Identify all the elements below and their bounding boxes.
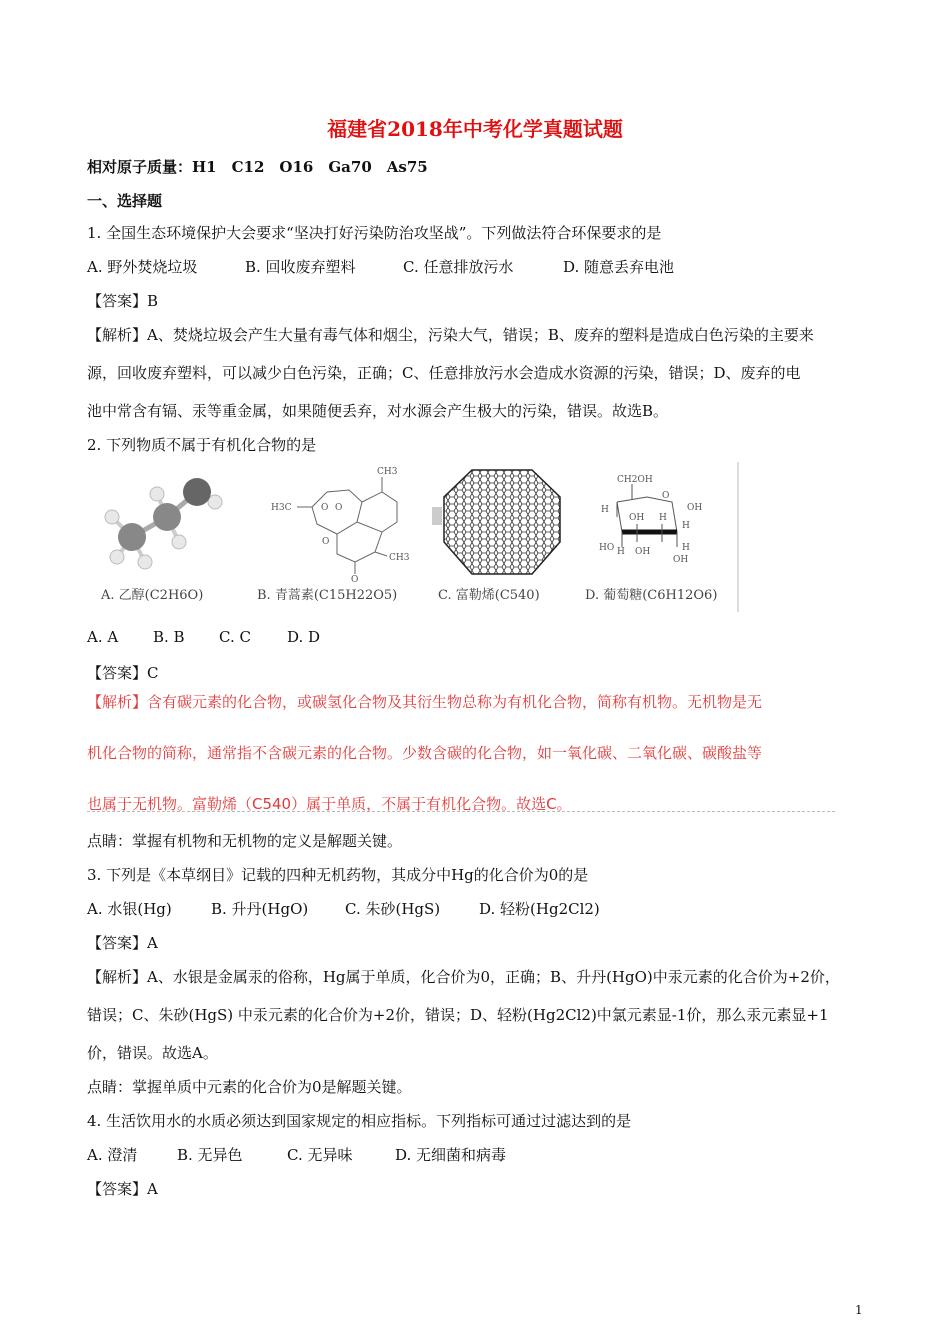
fullerene-cage	[432, 462, 572, 582]
q3-option-b: B. 升丹(HgO)	[211, 900, 309, 918]
q1-option-c: C. 任意排放污水	[403, 258, 514, 276]
figure-glucose	[577, 462, 737, 603]
glucose-structure	[577, 462, 737, 582]
label-h-5: H	[617, 547, 625, 557]
caption-d: D. 葡萄糖(C6H12O6)	[585, 588, 718, 603]
q1-option-a: A. 野外焚烧垃圾	[87, 258, 198, 276]
q2-option-b: B. B	[153, 628, 185, 646]
q3-analysis-3: 价，错误。故选A。	[87, 1044, 218, 1062]
q4-option-d: D. 无细菌和病毒	[395, 1146, 507, 1164]
q3-option-a: A. 水银(Hg)	[87, 900, 172, 918]
q4-options	[87, 1144, 506, 1165]
q1-analysis-3: 池中常含有镉、汞等重金属，如果随便丢弃，对水源会产生极大的污染，错误。故选B。	[87, 402, 669, 420]
figure-fullerene	[432, 462, 572, 603]
page-title: 福建省2018年中考化学真题试题	[327, 117, 623, 141]
q3-answer: 【答案】A	[87, 934, 158, 952]
q3-option-d: D. 轻粉(Hg2Cl2)	[479, 900, 600, 918]
q2-analysis-2: 机化合物的简称，通常指不含碳元素的化合物。少数含碳的化合物，如一氧化碳、二氧化碳、碳酸盐等	[87, 744, 763, 762]
q4-option-c: C. 无异味	[287, 1146, 353, 1164]
page-number: 1	[855, 1303, 863, 1317]
q2-option-a: A. A	[87, 628, 119, 646]
label-o-2: O	[335, 503, 343, 513]
q3-option-c: C. 朱砂(HgS)	[345, 900, 441, 918]
q1-option-b: B. 回收废弃塑料	[245, 258, 356, 276]
q2-figures	[87, 462, 739, 612]
label-ring-o: O	[662, 491, 670, 501]
section-heading: 一、选择题	[87, 192, 163, 210]
label-h-2: H	[682, 521, 690, 531]
q3-analysis-1: 【解析】A、水银是金属汞的俗称，Hg属于单质，化合价为0，正确；B、升丹(HgO)中汞元素的化合价为+2价，	[87, 968, 840, 986]
artemisinin-structure	[257, 462, 427, 582]
q4-stem: 4. 生活饮用水的水质必须达到国家规定的相应指标。下列指标可通过过滤达到的是	[87, 1112, 632, 1130]
label-h-1: H	[601, 505, 609, 515]
q4-option-a: A. 澄清	[87, 1146, 138, 1164]
ethanol-model	[87, 462, 237, 582]
label-h3c: H3C	[271, 503, 292, 513]
label-ch3-top: CH3	[377, 467, 398, 477]
label-oh-2: OH	[629, 513, 645, 523]
q1-analysis-1: 【解析】A、焚烧垃圾会产生大量有毒气体和烟尘，污染大气，错误；B、废弃的塑料是造成白色污染的主要来	[87, 326, 814, 344]
label-ch3-right: CH3	[389, 553, 410, 563]
caption-a: A. 乙醇(C2H6O)	[101, 588, 204, 603]
label-o-3: O	[322, 537, 330, 547]
label-ch2oh: CH2OH	[617, 475, 653, 485]
q2-option-d: D. D	[287, 628, 321, 646]
label-ho: HO	[599, 543, 615, 553]
figure-artemisinin	[257, 462, 427, 603]
label-o-4: O	[351, 575, 359, 582]
q2-options	[87, 628, 320, 646]
atomic-mass-line: 相对原子质量：H1 C12 O16 Ga70 As75	[87, 158, 428, 176]
q3-stem: 3. 下列是《本草纲目》记载的四种无机药物，其成分中Hg的化合价为0的是	[87, 866, 589, 884]
label-oh-1: OH	[687, 503, 703, 513]
label-o-1: O	[321, 503, 329, 513]
q1-stem: 1. 全国生态环境保护大会要求“坚决打好污染防治攻坚战”。下列做法符合环保要求的是	[87, 224, 662, 242]
q3-analysis-2: 错误；C、朱砂(HgS) 中汞元素的化合价为+2价，错误；D、轻粉(Hg2Cl2)中氯元素显-1价，那么汞元素显+1	[87, 1006, 829, 1024]
q4-option-b: B. 无异色	[177, 1146, 243, 1164]
q3-note: 点睛：掌握单质中元素的化合价为0是解题关键。	[87, 1078, 412, 1096]
q2-stem: 2. 下列物质不属于有机化合物的是	[87, 436, 317, 454]
q2-note: 点睛：掌握有机物和无机物的定义是解题关键。	[87, 832, 403, 850]
q3-options	[87, 898, 600, 919]
figure-ethanol	[87, 462, 237, 603]
q1-analysis-2: 源，回收废弃塑料，可以减少白色污染，正确；C、任意排放污水会造成水资源的污染，错误；D、废弃的电	[87, 364, 801, 382]
q1-option-d: D. 随意丢弃电池	[563, 258, 675, 276]
caption-c: C. 富勒烯(C540)	[438, 588, 540, 603]
caption-b: B. 青蒿素(C15H22O5)	[257, 588, 398, 603]
label-h-3: H	[659, 513, 667, 523]
label-h-4: H	[682, 543, 690, 553]
q1-answer: 【答案】B	[87, 292, 159, 310]
q2-analysis-1: 【解析】含有碳元素的化合物，或碳氢化合物及其衍生物总称为有机化合物，简称有机物。无机物是无	[87, 693, 763, 711]
q2-analysis-3: 也属于无机物。富勒烯（C540）属于单质，不属于有机化合物。故选C。	[87, 795, 572, 813]
q4-answer: 【答案】A	[87, 1180, 158, 1198]
label-oh-4: OH	[673, 555, 689, 565]
q1-options	[87, 256, 674, 277]
q2-option-c: C. C	[219, 628, 251, 646]
q2-answer: 【答案】C	[87, 664, 159, 682]
label-oh-3: OH	[635, 547, 651, 557]
